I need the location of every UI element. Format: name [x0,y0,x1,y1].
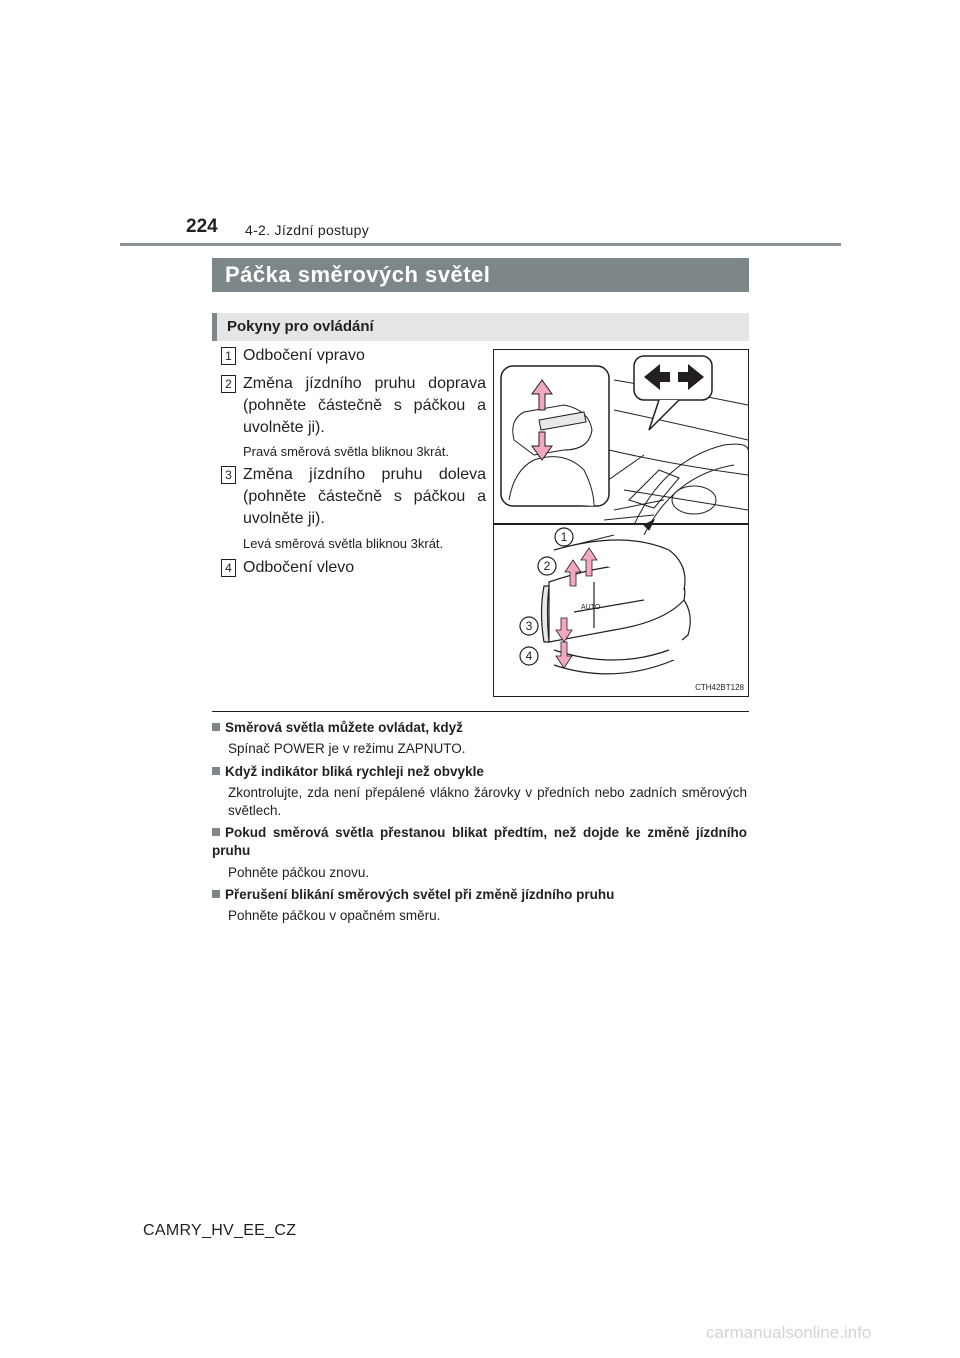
callout-1: 1 [560,530,568,544]
document-code: CAMRY_HV_EE_CZ [143,1222,297,1239]
item-text-2: Změna jízdního pruhu doprava (pohněte částečně s páčkou a uvolněte ji). [243,375,486,436]
callout-4: 4 [525,649,533,663]
bullet-square-icon [212,723,220,731]
bullet-square-icon [212,890,220,898]
section-divider [212,711,749,712]
lever-auto-label: AUTO [581,604,601,611]
note-body-4: Pohněte páčkou v opačném směru. [228,908,441,923]
callout-2: 2 [543,559,551,573]
note-body-1: Spínač POWER je v režimu ZAPNUTO. [228,741,466,756]
bullet-square-icon [212,828,220,836]
illustration-drawing [494,350,748,696]
subtitle-bar [212,313,749,341]
section-label: 4-2. Jízdní postupy [245,222,369,238]
figure-code: CTH42BT128 [695,683,744,692]
lever-illustration [493,349,749,697]
note-heading-1: Směrová světla můžete ovládat, když [212,719,463,737]
item-note-2: Pravá směrová světla bliknou 3krát. [243,444,449,459]
item-text-1: Odbočení vpravo [243,347,365,364]
item-number-1: 1 [221,347,236,365]
item-text-4: Odbočení vlevo [243,559,355,576]
title-bar [212,258,749,292]
page-title: Páčka směrových světel [225,262,491,287]
header-rule [120,243,841,246]
bullet-square-icon [212,767,220,775]
item-number-4: 4 [221,559,236,577]
note-heading-4: Přerušení blikání směrových světel při změně jízdního pruhu [212,886,614,904]
item-note-3: Levá směrová světla bliknou 3krát. [243,536,444,551]
callout-3: 3 [525,619,533,633]
note-heading-3: Pokud směrová světla přestanou blikat předtím, než dojde ke změně jízdního pruhu [212,825,747,858]
watermark: carmanualsonline.info [706,1323,872,1342]
note-heading-2: Když indikátor bliká rychleji než obvykle [212,763,484,781]
note-body-3: Pohněte páčkou znovu. [228,865,370,880]
note-body-2: Zkontrolujte, zda není přepálené vlákno žárovky v předních nebo zadních směrových světlech. [228,785,747,818]
page-number: 224 [186,216,218,237]
item-number-2: 2 [221,375,236,393]
item-text-3: Změna jízdního pruhu doleva (pohněte částečně s páčkou a uvolněte ji). [243,466,486,527]
item-number-3: 3 [221,466,236,484]
subtitle: Pokyny pro ovládání [227,318,374,335]
